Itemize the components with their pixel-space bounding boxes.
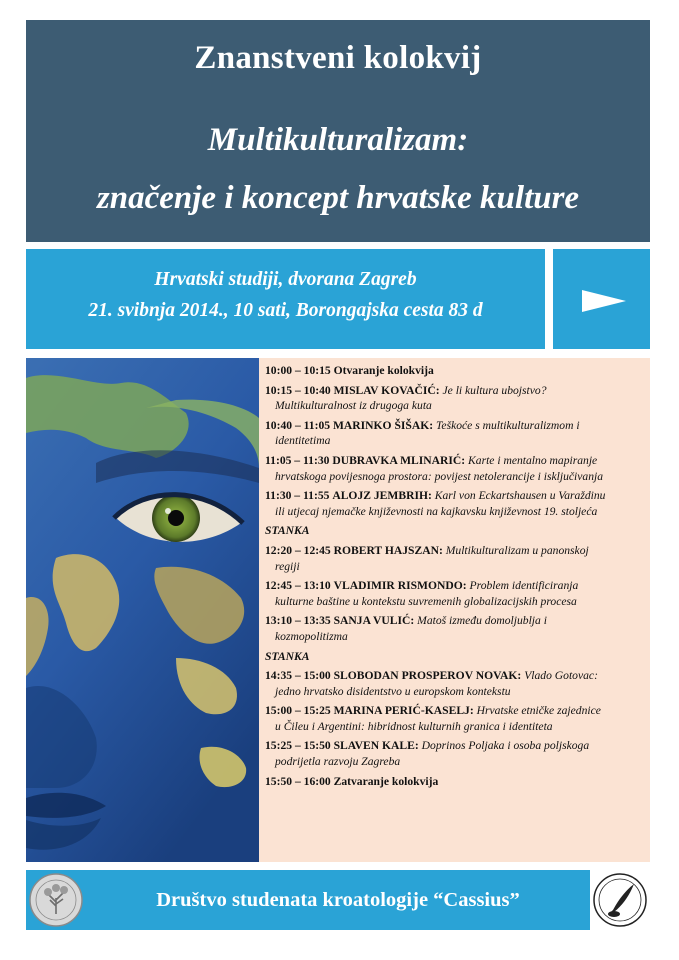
item-speaker: SLOBODAN PROSPEROV NOVAK: xyxy=(333,669,522,683)
item-time: 13:10 – 13:35 xyxy=(265,614,331,628)
play-arrow-icon[interactable] xyxy=(582,290,626,312)
programme-item xyxy=(265,543,646,574)
event-subtitle-line1: Multikulturalizam: xyxy=(207,122,469,158)
tree-seal-icon xyxy=(26,870,86,930)
item-speaker: VLADIMIR RISMONDO: xyxy=(333,579,467,593)
programme-item xyxy=(265,418,646,449)
item-time: 14:35 – 15:00 xyxy=(265,669,331,683)
item-time: 11:30 – 11:55 xyxy=(265,489,330,503)
item-talk: Teškoće s multikulturalizmom i xyxy=(436,418,580,432)
item-time: 11:05 – 11:30 xyxy=(265,453,330,467)
globe-face-illustration xyxy=(26,358,259,862)
event-subtitle-line2: značenje i koncept hrvatske kulture xyxy=(96,180,580,216)
programme-item xyxy=(265,703,646,734)
item-talk-cont: podrijetla razvoju Zagreba xyxy=(275,755,401,769)
item-time: 12:45 – 13:10 xyxy=(265,579,331,593)
item-speaker: SLAVEN KALE: xyxy=(333,739,419,753)
programme-item xyxy=(265,363,646,379)
break-label: STANKA xyxy=(265,649,310,663)
quill-seal-icon xyxy=(590,870,650,930)
title-block xyxy=(26,20,650,242)
item-talk: Je li kultura ubojstvo? xyxy=(442,383,547,397)
venue-date-address: 21. svibnja 2014., 10 sati, Borongajska cesta 83 d xyxy=(88,300,483,321)
item-speaker: DUBRAVKA MLINARIĆ: xyxy=(332,453,466,467)
item-talk: Multikulturalizam u panonskoj xyxy=(445,543,589,557)
programme-item xyxy=(265,668,646,699)
item-time: 10:15 – 10:40 xyxy=(265,383,331,397)
item-speaker: MARINA PERIĆ-KASELJ: xyxy=(333,704,474,718)
break-label: STANKA xyxy=(265,524,310,538)
item-talk: Problem identificiranja xyxy=(469,579,579,593)
organizer-bar xyxy=(86,870,590,930)
item-speaker: MISLAV KOVAČIĆ: xyxy=(333,383,440,397)
event-title: Znanstveni kolokvij xyxy=(194,40,482,76)
item-talk-cont: identitetima xyxy=(275,434,331,448)
arrow-block[interactable] xyxy=(553,249,650,349)
item-speaker: ALOJZ JEMBRIH: xyxy=(332,489,432,503)
item-time: 15:25 – 15:50 xyxy=(265,739,331,753)
globe-face-image xyxy=(26,358,259,862)
item-talk: Doprinos Poljaka i osoba poljskoga xyxy=(421,739,590,753)
item-talk: Hrvatske etničke zajednice xyxy=(476,704,601,718)
item-time: 10:40 – 11:05 xyxy=(265,418,331,432)
item-title: Zatvaranje kolokvija xyxy=(333,774,439,788)
item-talk-cont: hrvatskoga povijesnoga prostora: povijest netolerancije i isključivanja xyxy=(275,469,604,483)
item-speaker: SANJA VULIĆ: xyxy=(333,614,415,628)
item-time: 15:00 – 15:25 xyxy=(265,704,331,718)
item-talk-cont: u Čileu i Argentini: hibridnost kulturnih granica i identiteta xyxy=(275,719,553,733)
item-speaker: MARINKO ŠIŠAK: xyxy=(332,418,434,432)
item-title: Otvaranje kolokvija xyxy=(333,364,434,377)
item-talk-cont: regiji xyxy=(275,559,300,573)
item-talk-cont: Multikulturalnost iz drugoga kuta xyxy=(275,399,432,413)
programme-item xyxy=(265,613,646,644)
item-speaker: ROBERT HAJSZAN: xyxy=(333,543,443,557)
item-talk: Karl von Eckartshausen u Varaždinu xyxy=(434,489,606,503)
item-time: 15:50 – 16:00 xyxy=(265,774,331,788)
venue-location: Hrvatski studiji, dvorana Zagreb xyxy=(154,269,417,290)
programme-list xyxy=(265,363,646,793)
programme-item xyxy=(265,578,646,609)
programme-item xyxy=(265,774,646,790)
item-talk-cont: kulturne baštine u kontekstu suvremenih globalizacijskih procesa xyxy=(275,594,577,608)
item-talk: Matoš između domoljublja i xyxy=(417,614,547,628)
programme-item xyxy=(265,453,646,484)
programme-item xyxy=(265,738,646,769)
programme-panel xyxy=(259,358,650,862)
venue-block xyxy=(26,249,545,349)
programme-item xyxy=(265,488,646,519)
organizer-name: Društvo studenata kroatologije “Cassius” xyxy=(156,889,520,911)
item-time: 10:00 – 10:15 xyxy=(265,364,331,377)
item-talk-cont: ili utjecaj njemačke književnosti na kajkavsku književnost 19. stoljeća xyxy=(275,504,598,518)
item-talk-cont: kozmopolitizma xyxy=(275,629,348,643)
left-seal-logo xyxy=(26,870,86,930)
item-talk-cont: jedno hrvatsko disidentstvo u europskom kontekstu xyxy=(275,684,511,698)
item-time: 12:20 – 12:45 xyxy=(265,543,331,557)
item-talk: Karte i mentalno mapiranje xyxy=(468,453,598,467)
item-talk: Vlado Gotovac: xyxy=(524,669,598,683)
right-quill-logo xyxy=(590,870,650,930)
programme-item xyxy=(265,383,646,414)
